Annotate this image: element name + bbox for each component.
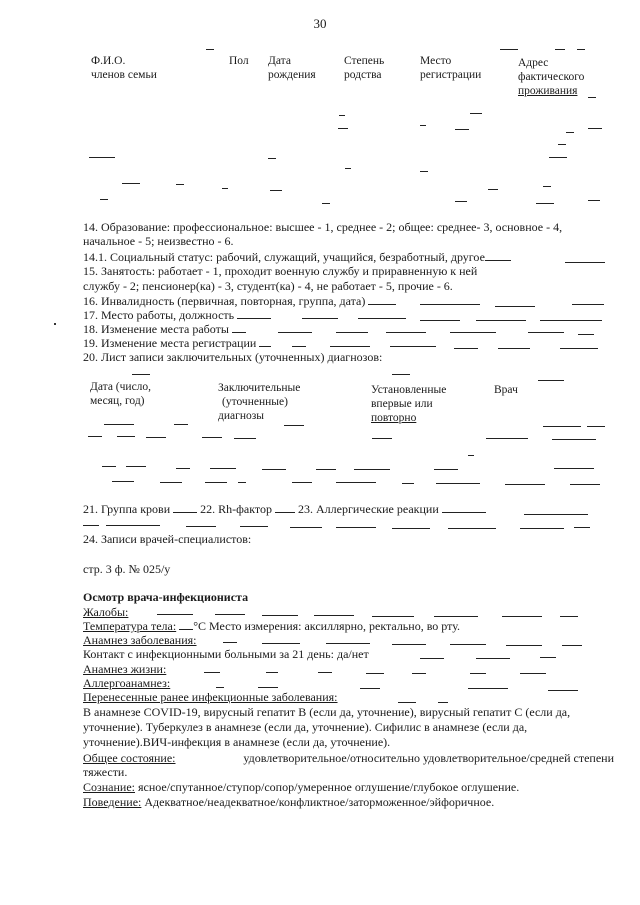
social-status-blank <box>485 250 511 261</box>
blood-group-label: 21. Группа крови <box>83 502 171 516</box>
behavior-label: Поведение: <box>83 795 142 809</box>
general-state-row <box>83 751 614 765</box>
past-infections-row <box>83 690 338 704</box>
col-address <box>518 56 584 98</box>
item-17-label: 17. Место работы, должность <box>83 308 235 322</box>
past-infections-label: Перенесенные ранее инфекционные заболевания: <box>83 690 338 704</box>
item-19-registration-change <box>83 336 271 350</box>
allergy-label: 23. Аллергические реакции <box>297 502 439 516</box>
diag-col-date <box>90 380 151 408</box>
anamnesis-life-label: Анамнез жизни: <box>83 662 167 676</box>
diag-col-established <box>371 383 446 425</box>
item-15-line2: службу - 2; пенсионер(ка) - 3, студент(ка) - 4, не работает - 5, прочие - 6. <box>83 279 453 293</box>
consciousness-row <box>83 780 519 794</box>
item-16-disability <box>83 294 396 308</box>
col-sex <box>229 54 249 68</box>
item-14-line1: 14. Образование: профессиональное: высшее - 1, среднее - 2; общее: среднее- 3, основное - 4, <box>83 220 563 234</box>
temperature-blank <box>179 619 193 630</box>
disability-blank <box>368 294 396 305</box>
item-19-label: 19. Изменение места регистрации <box>83 336 257 350</box>
item-14-1-social-status <box>83 250 511 264</box>
rh-factor-blank <box>275 502 295 513</box>
col-relation-l2: родства <box>344 69 382 81</box>
col-address-l1: Адрес <box>518 57 549 69</box>
item-15-line1: 15. Занятость: работает - 1, проходит военную службу и приравненную к ней <box>83 264 478 278</box>
col-birth <box>268 54 316 82</box>
exam-title: Осмотр врача-инфекциониста <box>83 590 249 604</box>
item-18-work-change <box>83 322 246 336</box>
scan-speck <box>54 323 56 325</box>
consciousness-options: ясное/спутанное/ступор/сопор/умеренное оглушение/глубокое оглушение. <box>138 780 520 794</box>
col-address-l2: фактического <box>518 71 585 83</box>
col-registration-l2: регистрации <box>420 69 482 81</box>
diag-col-doctor: Врач <box>494 384 518 396</box>
complaints-row <box>83 605 128 619</box>
diag-col-date-l2: месяц, год) <box>90 395 145 407</box>
item-14-1-label: 14.1. Социальный статус: рабочий, служащий, учащийся, безработный, другое <box>83 250 485 264</box>
allergy-blank <box>442 502 486 513</box>
temperature-site: °С Место измерения: аксиллярно, ректально, во рту. <box>193 619 461 633</box>
item-14-line2: начальное - 5; неизвестно - 6. <box>83 234 234 248</box>
diag-col-final-l3: диагнозы <box>218 410 264 422</box>
behavior-options: Адекватное/неадекватное/конфликтное/заторможенное/эйфоричное. <box>144 795 495 809</box>
diag-col-date-l1: Дата (число, <box>90 381 152 393</box>
anamnesis-disease-label: Анамнез заболевания: <box>83 633 197 647</box>
allergo-label: Аллергоанамнез: <box>83 676 171 690</box>
consciousness-label: Сознание: <box>83 780 135 794</box>
allergo-row <box>83 676 170 690</box>
col-fio-l2: членов семьи <box>91 69 157 81</box>
item-17-workplace <box>83 308 271 322</box>
col-relation-l1: Степень <box>344 55 385 67</box>
diag-col-final-l1: Заключительные <box>218 382 301 394</box>
anamnesis-disease-row <box>83 633 197 647</box>
item-14-education <box>83 220 614 234</box>
page-number: 30 <box>313 16 327 31</box>
col-address-l3: проживания <box>518 85 578 97</box>
covid-history-line2: уточнение). Туберкулез в анамнезе (если да, уточнение). Сифилис в анамнезе (если да, <box>83 720 528 734</box>
col-birth-l1: Дата <box>268 55 291 67</box>
diag-col-established-l3: повторно <box>371 412 417 424</box>
contact-label: Контакт с инфекционными больными за 21 день: да/нет <box>83 647 369 661</box>
item-24-specialist-notes: 24. Записи врачей-специалистов: <box>83 532 252 546</box>
general-state-options-cont: тяжести. <box>83 765 128 779</box>
anamnesis-life-row <box>83 662 166 676</box>
item-20-diagnosis-sheet: 20. Лист записи заключительных (уточненных) диагнозов: <box>83 350 383 364</box>
blood-group-blank <box>173 502 197 513</box>
complaints-label: Жалобы: <box>83 605 129 619</box>
col-birth-l2: рождения <box>268 69 316 81</box>
col-registration <box>420 54 481 82</box>
diag-col-final <box>218 381 300 423</box>
general-state-options: удовлетворительное/относительно удовлетворительное/средней степени <box>243 751 614 765</box>
general-state-label: Общее состояние: <box>83 751 176 765</box>
rh-factor-label: 22. Rh-фактор <box>200 502 272 516</box>
diag-col-established-l1: Установленные <box>371 384 447 396</box>
diag-col-final-l2: (уточненные) <box>222 396 288 408</box>
workplace-blank <box>237 308 271 319</box>
col-fio-l1: Ф.И.О. <box>91 55 126 67</box>
covid-history-line1: В анамнезе COVID-19, вирусный гепатит В (если да, уточнение), вирусный гепатит С (если да, <box>83 705 571 719</box>
col-relation <box>344 54 384 82</box>
contact-row <box>83 647 369 661</box>
registration-change-blank <box>259 336 271 347</box>
temperature-label: Температура тела: <box>83 619 177 633</box>
diag-col-established-l2: впервые или <box>371 398 433 410</box>
items-21-23-blood <box>83 502 486 516</box>
temperature-row <box>83 619 460 633</box>
item-16-label: 16. Инвалидность (первичная, повторная, группа, дата) <box>83 294 366 308</box>
col-fio <box>91 54 157 82</box>
behavior-row <box>83 795 494 809</box>
form-reference: стр. 3 ф. № 025/у <box>83 562 171 576</box>
covid-history-line3: уточнение).ВИЧ-инфекция в анамнезе (если да, уточнение). <box>83 735 391 749</box>
col-registration-l1: Место <box>420 55 452 67</box>
col-sex-l1: Пол <box>229 55 249 67</box>
item-18-label: 18. Изменение места работы <box>83 322 229 336</box>
work-change-blank <box>232 322 246 333</box>
